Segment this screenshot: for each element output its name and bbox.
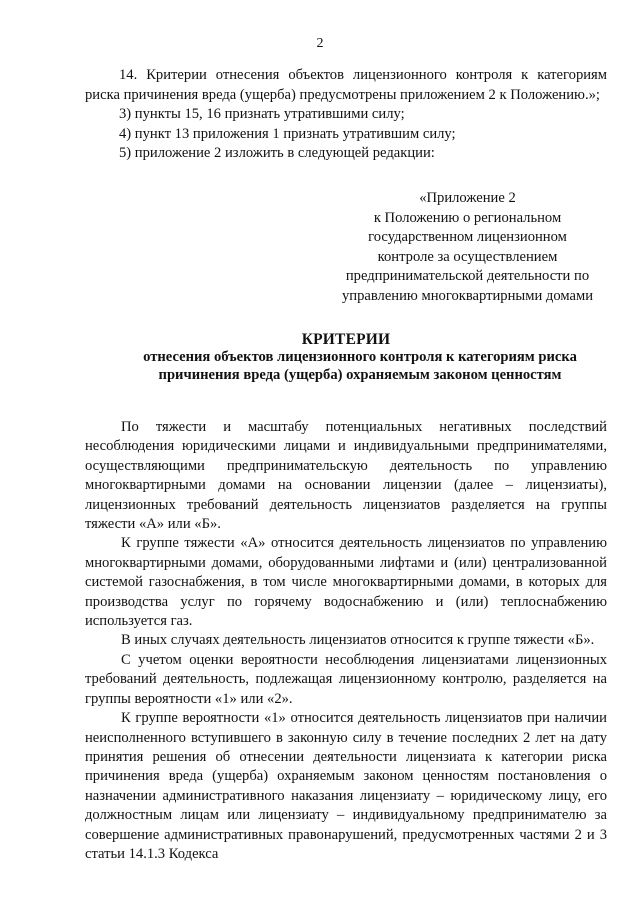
appendix-line: управлению многоквартирными домами — [341, 287, 594, 304]
intro-paragraph-4: 5) приложение 2 изложить в следующей редакции: — [119, 145, 435, 162]
document-subtitle — [110, 348, 610, 384]
appendix-line: предпринимательской деятельности по — [345, 268, 590, 285]
body-paragraph-4: С учетом оценки вероятности несоблюдения лицензиатами лицензионных требований деятельность, подлежащая лицензионному контролю, разделяется на группы вероятности «1» или «2». — [85, 651, 607, 707]
intro-paragraph-2: 3) пункты 15, 16 признать утратившими силу; — [119, 106, 405, 123]
subtitle-line: причинения вреда (ущерба) охраняемым законом ценностям — [158, 367, 562, 383]
body-paragraph-2: К группе тяжести «А» относится деятельность лицензиатов по управлению многоквартирными домами, оборудованными лифтами и (или) централизованной системой газоснабжения, в том числе многоквартирными домами, в которых для производства услуг по горячему водоснабжению и (или) теплоснабжению используется газ. — [85, 535, 607, 630]
page-number: 2 — [316, 36, 324, 51]
body-section — [85, 418, 607, 864]
appendix-line: к Положению о региональном — [373, 209, 562, 226]
intro-section — [85, 66, 607, 164]
appendix-line: «Приложение 2 — [419, 190, 516, 206]
body-paragraph-1: По тяжести и масштабу потенциальных негативных последствий несоблюдения юридическими лицами и индивидуальными предпринимателями, осуществляющими предпринимательскую деятельность по управлению многоквартирными домами на основании лицензии (далее – лицензиаты), лицензионных требований деятельность лицензиатов разделяется на группы тяжести «А» или «Б». — [85, 419, 607, 533]
subtitle-line: отнесения объектов лицензионного контроля к категориям риска — [143, 349, 577, 365]
intro-paragraph-1: 14. Критерии отнесения объектов лицензионного контроля к категориям риска причинения вреда (ущерба) предусмотрены приложением 2 к Положению.»; — [85, 67, 607, 103]
appendix-header — [330, 189, 605, 307]
intro-paragraph-3: 4) пункт 13 приложения 1 признать утратившим силу; — [119, 125, 456, 142]
appendix-line: государственном лицензионном — [368, 229, 567, 246]
appendix-line: контроле за осуществлением — [377, 248, 558, 265]
body-paragraph-5: К группе вероятности «1» относится деятельность лицензиатов при наличии неисполненного вступившего в законную силу в течение последних 2 лет на дату принятия решения об отнесении деятельности лицензиата к категории риска причинения вреда (ущерба) охраняемым законом ценностям постановления о назначении административного наказания лицензиату – юридическому лицу, его должностным лицам или лицензиату – индивидуальному предпринимателю за совершение административных правонарушений, предусмотренных частями 2 и 3 статьи 14.1.3 Кодекса — [85, 710, 607, 862]
body-paragraph-3: В иных случаях деятельность лицензиатов относится к группе тяжести «Б». — [121, 632, 595, 649]
document-title: КРИТЕРИИ — [301, 331, 391, 348]
